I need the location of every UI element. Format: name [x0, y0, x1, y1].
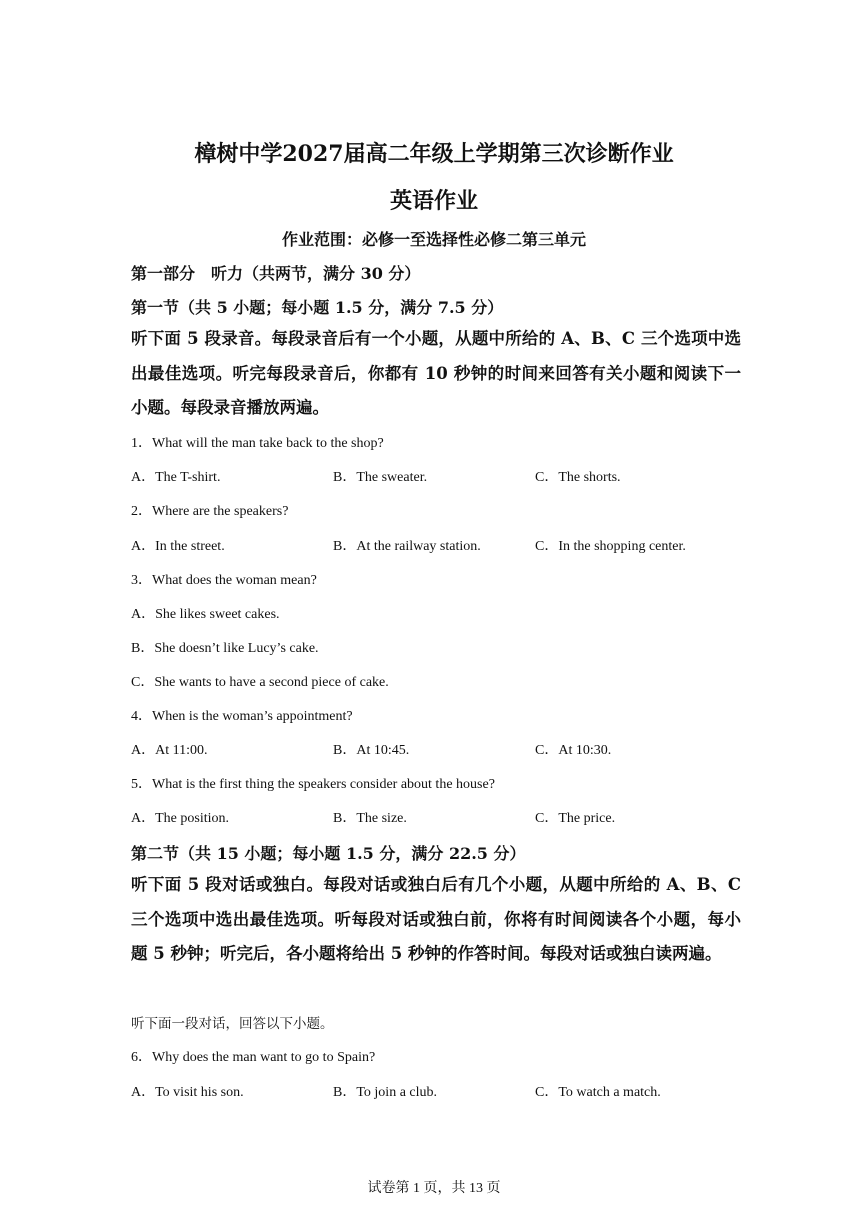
q1-option-a: A．The T-shirt.: [131, 470, 221, 485]
q3-option-a: A．She likes sweet cakes.: [131, 607, 280, 622]
q5-option-b: B．The size.: [333, 811, 407, 826]
section1-heading: 第一节（共 5 小题；每小题 1.5 分，满分 7.5 分）: [131, 298, 504, 317]
q5-option-c: C．The price.: [535, 811, 616, 826]
exam-title: 樟树中学2027届高二年级上学期第三次诊断作业: [194, 141, 674, 167]
question-6: 6．Why does the man want to go to Spain?: [131, 1050, 376, 1065]
section2-instructions: 听下面 5 段对话或独白。每段对话或独白后有几个小题，从题中所给的 A、B、C 三个选项中选出最佳选项。听每段对话或独白前，你将有时间阅读各个小题，每小题 5 秒钟；听完后，各小题将给出 5 秒钟的作答时间。每段对话或独白读两遍。: [131, 875, 741, 963]
section1-instructions: 听下面 5 段录音。每段录音后有一个小题，从题中所给的 A、B、C 三个选项中选出最佳选项。听完每段录音后，你都有 10 秒钟的时间来回答有关小题和阅读下一小题。每段录音播放两遍。: [131, 329, 741, 417]
q2-option-c: C．In the shopping center.: [535, 539, 686, 554]
question-2: 2．Where are the speakers?: [131, 504, 289, 519]
question-5: 5．What is the first thing the speakers consider about the house?: [131, 777, 495, 792]
q4-option-c: C．At 10:30.: [535, 743, 612, 758]
q3-option-b: B．She doesn’t like Lucy’s cake.: [131, 641, 319, 656]
q3-option-c: C．She wants to have a second piece of cake.: [131, 675, 389, 690]
q4-option-b: B．At 10:45.: [333, 743, 410, 758]
section2-heading: 第二节（共 15 小题；每小题 1.5 分，满分 22.5 分）: [131, 844, 526, 863]
q1-option-b: B．The sweater.: [333, 470, 428, 485]
q2-option-b: B．At the railway station.: [333, 539, 481, 554]
exam-scope: 作业范围：必修一至选择性必修二第三单元: [281, 230, 586, 249]
q4-option-a: A．At 11:00.: [131, 743, 208, 758]
question-4: 4．When is the woman’s appointment?: [131, 709, 353, 724]
part1-heading: 第一部分 听力（共两节，满分 30 分）: [131, 264, 421, 283]
question-3: 3．What does the woman mean?: [131, 573, 317, 588]
exam-subject: 英语作业: [389, 188, 478, 214]
dialogue-note: 听下面一段对话，回答以下小题。: [131, 1016, 334, 1032]
q1-option-c: C．The shorts.: [535, 470, 621, 485]
question-1: 1．What will the man take back to the shop?: [131, 436, 384, 451]
q6-option-b: B．To join a club.: [333, 1085, 438, 1100]
q2-option-a: A．In the street.: [131, 539, 225, 554]
page-footer: 试卷第 1 页，共 13 页: [367, 1181, 501, 1196]
q6-option-c: C．To watch a match.: [535, 1085, 661, 1100]
q5-option-a: A．The position.: [131, 811, 229, 826]
q6-option-a: A．To visit his son.: [131, 1085, 244, 1100]
